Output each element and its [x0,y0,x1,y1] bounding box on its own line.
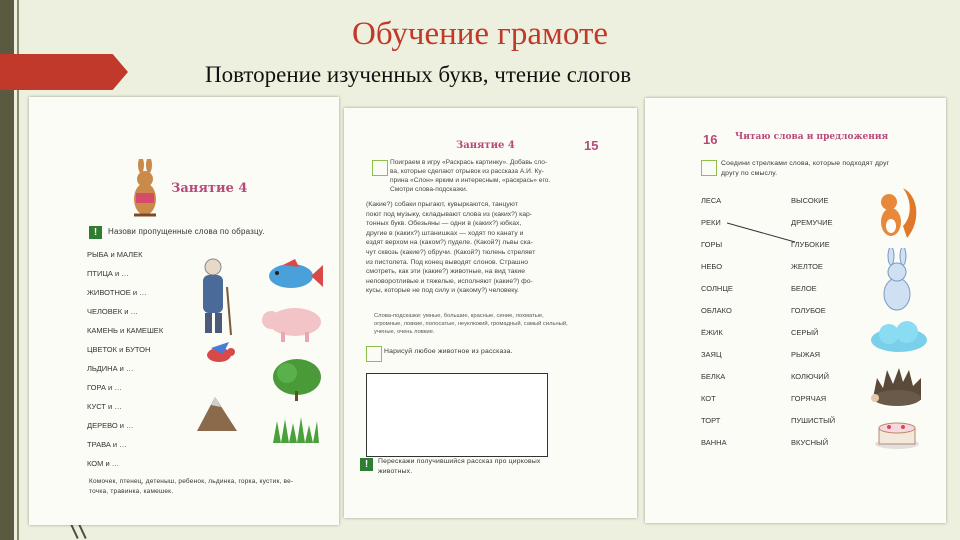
task-text: Нарисуй любое животное из рассказа. [384,348,513,355]
hedgehog-icon [867,364,927,408]
story-paragraph: (Какие?) собаки прыгают, кувыркаются, танцуют поют под музыку, складывают слова из (каких?) кар- тонных букв. Обезьяны — одни в (каких?) юбках, другие в (каких?) штанишках — ходят по канату и ездят верхом на (каком?) пуделе. (Какой?) львы ска- чут сквозь (какие?) обручи. (Какой?) тюлень стреляет из пистолета. Под конец выводят слонов. Страшно смотреть, как эти (какие?) животные, на вид такие неповоротливые и тяжелые, исполняют (какие?) фо- кусы, которые не под силу и (какому?) человеку. [366,201,536,295]
cake-icon [873,416,921,450]
task-text: Поиграем в игру «Раскрась картинку». Добавь сло- ва, которые сделают отрывок из рассказа А.И. Ку- прина «Слон» ярким и интересным, «раскрась» его. Смотри слова-подсказки. [390,159,551,193]
left-word: БЕЛКА [701,372,726,381]
workbook-page-left [29,97,339,525]
bush-icon [269,355,325,401]
right-word: БЕЛОЕ [791,284,817,293]
left-word: СОЛНЦЕ [701,284,733,293]
task-marker: ! [89,226,102,239]
cloud-icon [867,320,931,354]
right-word: ЖЕЛТОЕ [791,262,823,271]
slide-title: Обучение грамоте [351,16,609,52]
word-pair-row: КОМ и … [87,459,120,468]
word-pair-row: ДЕРЕВО и … [87,421,134,430]
connector-line [727,220,797,246]
hint-line: точка, травинка, камешек. [89,488,174,495]
right-word: ГОРЯЧАЯ [791,394,827,403]
drawing-box[interactable] [366,373,548,457]
grass-icon [271,415,321,443]
left-word: ОБЛАКО [701,306,732,315]
task-text: животных. [378,468,413,475]
task-text: Назови пропущенные слова по образцу. [108,227,265,236]
left-word: РЕКИ [701,218,721,227]
right-word: ДРЕМУЧИЕ [791,218,833,227]
hint-words: Слова-подсказки: умные, большие, красные, синие, лохматые, огромные, ловкие, полосатые, неуклюжий, громадный, самый сильный, ученые, очень ловкие. [374,313,568,335]
workbook-page-right [645,98,946,523]
rabbit-icon [124,159,166,221]
page-heading: Читаю слова и предложения [735,132,889,142]
left-word: ЁЖИК [701,328,723,337]
task-icon [366,346,382,362]
word-pair-row: РЫБА и МАЛЕК [87,250,143,259]
left-word: НЕБО [701,262,723,271]
left-word: ТОРТ [701,416,721,425]
lesson-title: Занятие 4 [171,181,248,196]
pig-icon [257,302,329,344]
word-pair-row: ГОРА и … [87,383,122,392]
task-marker: ! [360,458,373,471]
word-pair-row: ЖИВОТНОЕ и … [87,288,147,297]
right-word: ПУШИСТЫЙ [791,416,836,425]
left-word: ГОРЫ [701,240,723,249]
word-pair-row: КУСТ и … [87,402,122,411]
right-word: КОЛЮЧИЙ [791,372,830,381]
page-number: 16 [703,132,718,147]
word-pair-row: КАМЕНЬ и КАМЕШЕК [87,326,164,335]
bird-icon [201,342,237,366]
slide-subtitle: Повторение изученных букв, чтение слогов [205,62,632,87]
left-word: КОТ [701,394,716,403]
task-icon [701,160,717,176]
task-text: Соедини стрелками слова, которые подходят друг [721,160,890,167]
workbook-page-middle [344,108,637,518]
word-pair-row: ЧЕЛОВЕК и … [87,307,138,316]
word-pair-row: ПТИЦА и … [87,269,129,278]
word-pair-row: ЦВЕТОК и БУТОН [87,345,151,354]
right-word: СЕРЫЙ [791,328,819,337]
task-text: другу по смыслу. [721,170,778,177]
right-word: ГОЛУБОЕ [791,306,826,315]
fish-icon [265,259,325,293]
right-word: ГЛУБОКИЕ [791,240,830,249]
hint-line: Комочек, птенец, детеныш, ребенок, льдинка, горка, кустик, ве- [89,478,294,485]
old-man-icon [193,257,235,337]
right-word: ВКУСНЫЙ [791,438,829,447]
page-number: 15 [584,138,599,153]
left-word: ЛЕСА [701,196,722,205]
left-word: ВАННА [701,438,727,447]
task-icon [372,160,388,176]
task-text: Перескажи получившийся рассказ про цирковых [378,458,541,465]
hare-icon [875,248,919,314]
left-word: ЗАЯЦ [701,350,722,359]
lesson-title: Занятие 4 [456,140,515,151]
rock-icon [193,393,241,433]
word-pair-row: ТРАВА и … [87,440,127,449]
word-pair-row: ЛЬДИНА и … [87,364,134,373]
squirrel-icon [873,182,921,242]
right-word: ВЫСОКИЕ [791,196,829,205]
right-word: РЫЖАЯ [791,350,820,359]
title-ribbon [0,54,128,90]
